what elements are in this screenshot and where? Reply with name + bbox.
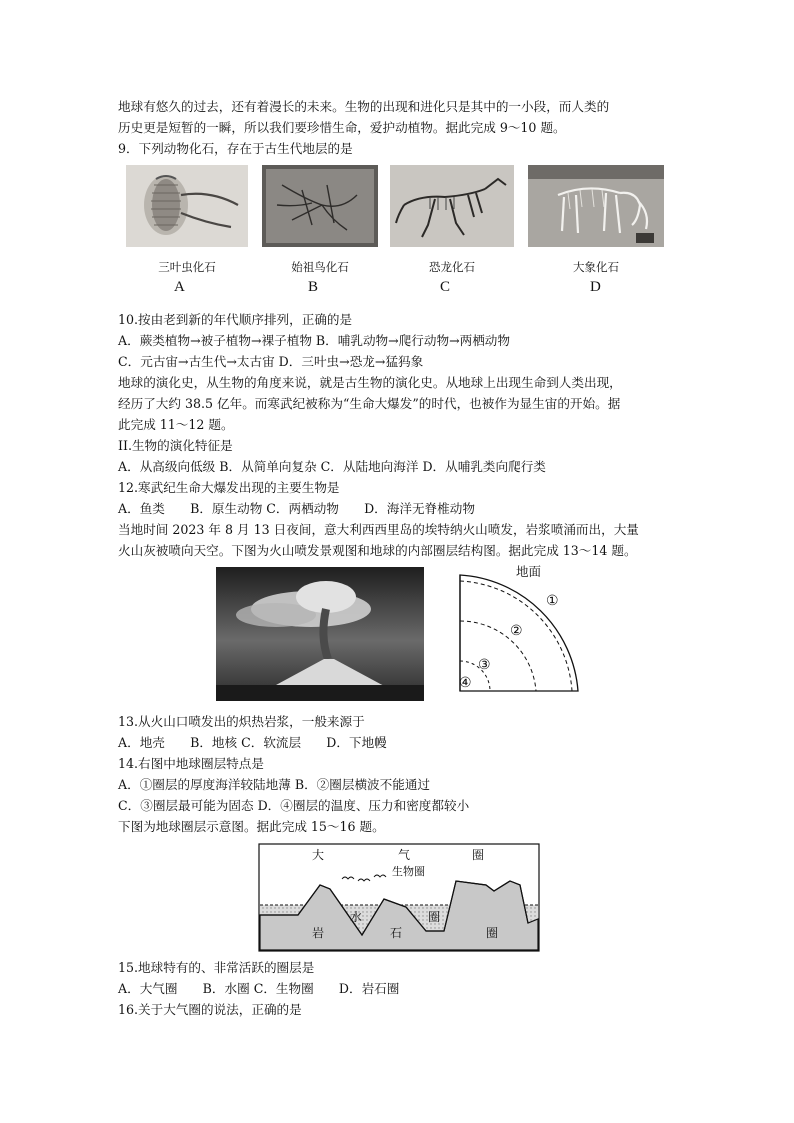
option-letter-c: C [440, 279, 451, 295]
fossil-caption: 三叶虫化石 [158, 260, 216, 274]
layer-2-label: ② [510, 623, 523, 639]
dinosaur-fossil-image [390, 165, 514, 247]
lithosphere-char-2: 石 [390, 926, 403, 940]
intro-13-14-line1: 当地时间 2023 年 8 月 13 日夜间，意大利西西里岛的埃特纳火山喷发，岩浆喷涌而出，大量 [118, 522, 639, 537]
exam-page [118, 96, 678, 1020]
earth-interior-diagram [454, 563, 584, 703]
atmosphere-char-3: 圈 [472, 848, 485, 862]
question-15: 15.地球特有的、非常活跃的圈层是 [118, 960, 315, 975]
intro-13-14-line2: 火山灰被喷向天空。下图为火山喷发景观图和地球的内部圈层结构图。据此完成 13～14 题。 [118, 543, 637, 558]
volcano-and-interior-figure [118, 563, 678, 711]
question-13: 13.从火山口喷发出的炽热岩浆，一般来源于 [118, 714, 365, 729]
question-10-options-cd: C．元古宙→古生代→太古宙 D．三叶虫→恐龙→猛犸象 [118, 354, 424, 369]
question-15-options: A．大气圈 B．水圈 C．生物圈 D．岩石圈 [118, 981, 400, 996]
lithosphere-char-3: 圈 [428, 910, 441, 924]
question-16: 16.关于大气圈的说法，正确的是 [118, 1002, 302, 1017]
layer-1-label: ① [546, 593, 559, 609]
fossil-option-letters [118, 277, 678, 299]
question-10-options-ab: A．蕨类植物→被子植物→裸子植物 B．哺乳动物→爬行动物→两栖动物 [118, 333, 510, 348]
lithosphere-char-1: 岩 [312, 926, 325, 940]
question-11-options: A．从高级向低级 B．从简单向复杂 C．从陆地向海洋 D．从哺乳类向爬行类 [118, 459, 546, 474]
option-letter-d: D [590, 279, 601, 295]
earth-spheres-diagram [258, 843, 540, 953]
layer-4-label: ④ [459, 675, 472, 691]
intro-11-12-line3: 此完成 11～12 题。 [118, 417, 234, 432]
fossil-caption: 始祖鸟化石 [291, 260, 349, 274]
question-12-options: A．鱼类 B．原生动物 C．两栖动物 D．海洋无脊椎动物 [118, 501, 475, 516]
question-14-options-cd: C．③圈层最可能为固态 D．④圈层的温度、压力和密度都较小 [118, 798, 470, 813]
question-14-options-ab: A．①圈层的厚度海洋较陆地薄 B．②圈层横波不能通过 [118, 777, 431, 792]
question-11: II.生物的演化特征是 [118, 438, 233, 453]
question-10: 10.按由老到新的年代顺序排列，正确的是 [118, 312, 353, 327]
layer-3-label: ③ [478, 657, 491, 673]
fossil-figure [118, 159, 678, 309]
surface-label: 地面 [516, 564, 542, 579]
question-13-options: A．地壳 B．地核 C．软流层 D．下地幔 [118, 735, 387, 750]
hydrosphere-label: 水 [350, 910, 363, 924]
fossil-archaeopteryx [262, 165, 378, 275]
archaeopteryx-fossil-image [262, 165, 378, 247]
fossil-caption: 大象化石 [573, 260, 619, 274]
intro-15-16: 下图为地球圈层示意图。据此完成 15～16 题。 [118, 819, 385, 834]
elephant-fossil-image [528, 165, 664, 247]
question-9: 9．下列动物化石，存在于古生代地层的是 [118, 141, 353, 156]
atmosphere-char-1: 大 [312, 848, 325, 862]
fossil-trilobite [126, 165, 248, 275]
atmosphere-char-2: 气 [398, 848, 411, 862]
earth-spheres-figure [118, 839, 678, 957]
volcano-eruption-photo [216, 567, 424, 701]
question-14: 14.右图中地球圈层特点是 [118, 756, 264, 771]
option-letter-a: A [174, 279, 185, 295]
fossil-elephant [528, 165, 664, 275]
intro-9-10-line2: 历史更是短暂的一瞬，所以我们要珍惜生命，爱护动植物。据此完成 9～10 题。 [118, 120, 566, 135]
fossil-dinosaur [390, 165, 514, 275]
intro-9-10-line1: 地球有悠久的过去，还有着漫长的未来。生物的出现和进化只是其中的一小段，而人类的 [118, 99, 610, 114]
intro-11-12-line1: 地球的演化史，从生物的角度来说，就是古生物的演化史。从地球上出现生命到人类出现， [118, 375, 622, 390]
lithosphere-char-4: 圈 [486, 926, 499, 940]
option-letter-b: B [308, 279, 319, 295]
biosphere-label: 生物圈 [392, 865, 425, 878]
fossil-caption: 恐龙化石 [429, 260, 475, 274]
intro-11-12-line2: 经历了大约 38.5 亿年。而寒武纪被称为“生命大爆发”的时代，也被作为显生宙的开始。据 [118, 396, 621, 411]
trilobite-fossil-image [126, 165, 248, 247]
question-12: 12.寒武纪生命大爆发出现的主要生物是 [118, 480, 340, 495]
